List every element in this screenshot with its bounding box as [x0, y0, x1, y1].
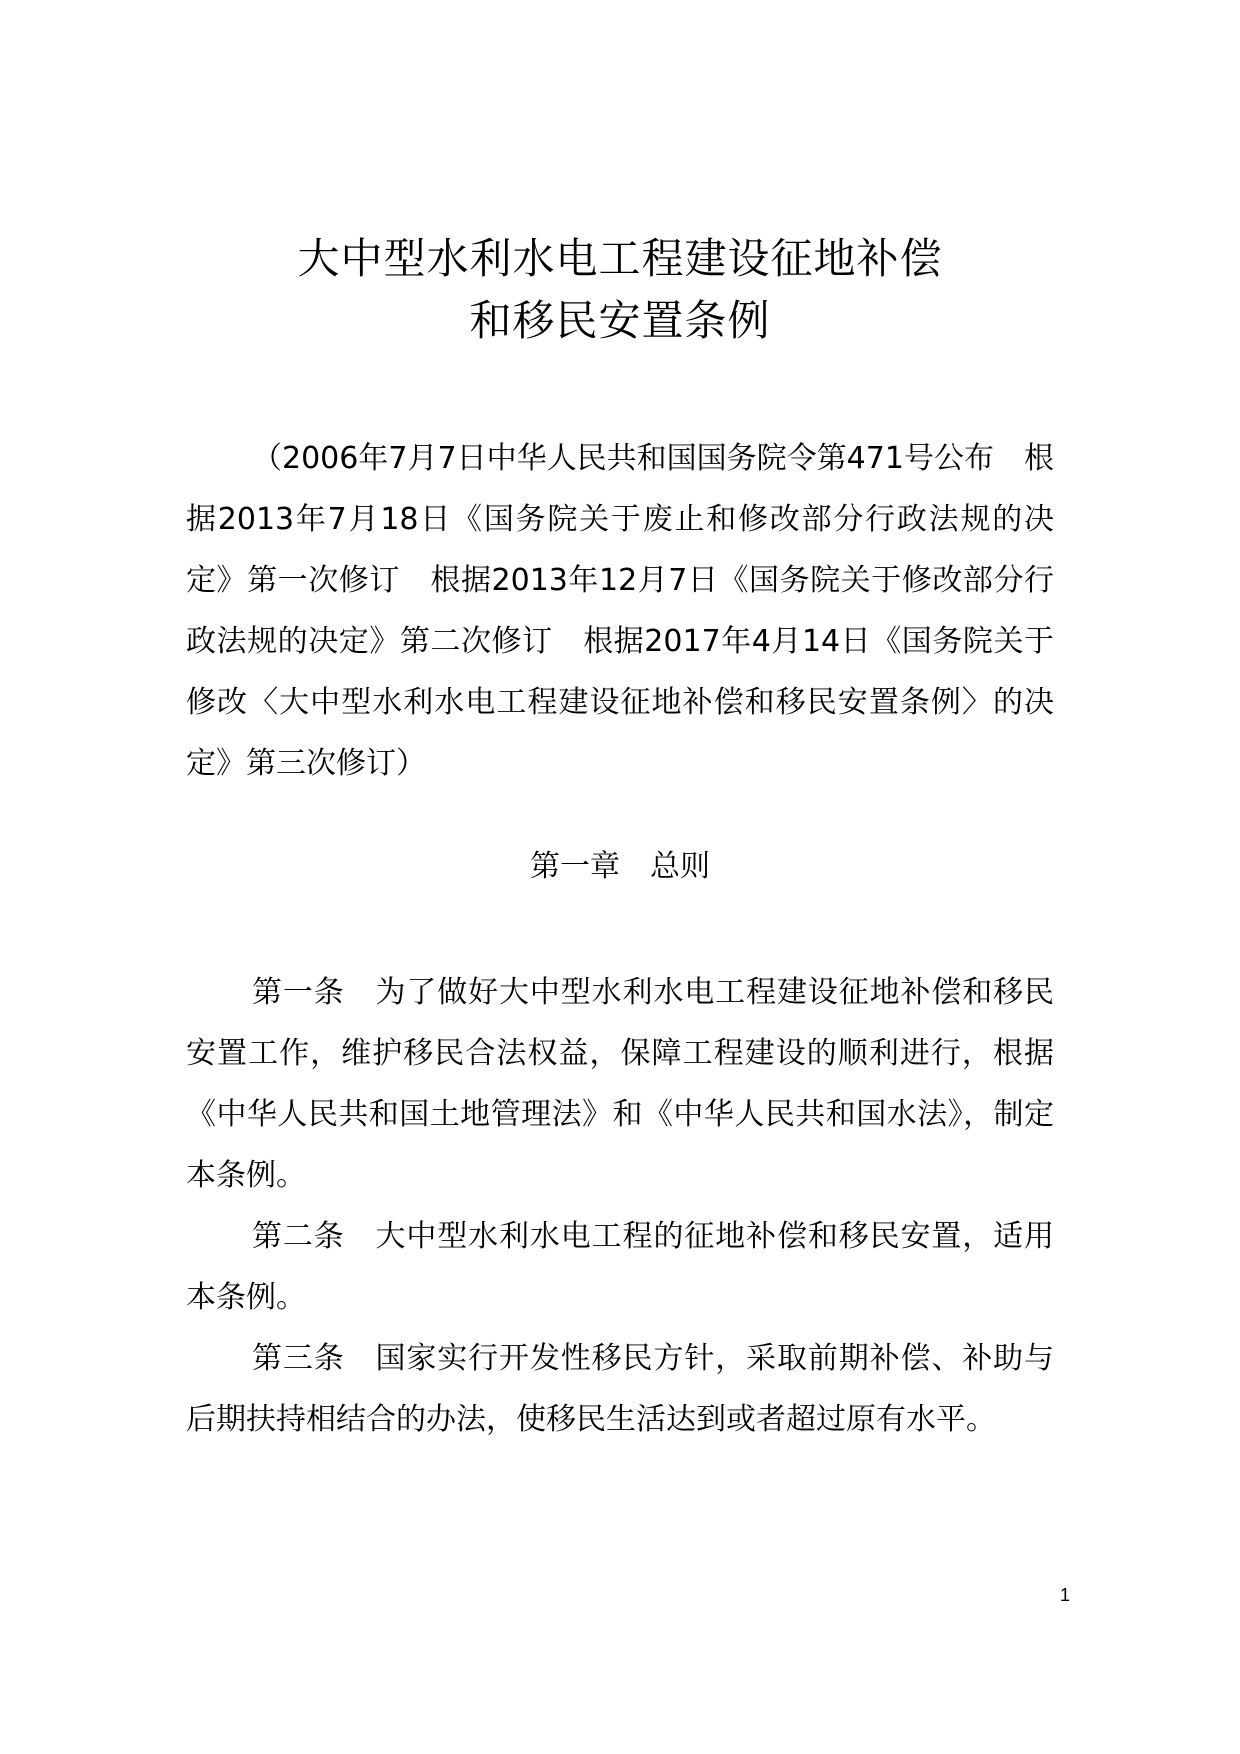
title-line-2: 和移民安置条例	[469, 296, 771, 345]
article-list	[186, 962, 1054, 1450]
promulgation-note: （2006年7月7日中华人民共和国国务院令第471号公布 根据2013年7月18日《国务院关于废止和修改部分行政法规的决定》第一次修订 根据2013年12月7日《国务院关于修改部分行政法规的决定》第二次修订 根据2017年4月14日《国务院关于修改〈大中型水利水电工程建设征地补偿和移民安置条例〉的决定》第三次修订）	[186, 441, 1054, 781]
chapter-heading: 第一章 总则	[530, 849, 710, 884]
article-2: 第二条 大中型水利水电工程的征地补偿和移民安置，适用本条例。	[186, 1219, 1054, 1315]
article-3: 第三条 国家实行开发性移民方针，采取前期补偿、补助与后期扶持相结合的办法，使移民生活达到或者超过原有水平。	[186, 1341, 1054, 1437]
article-1: 第一条 为了做好大中型水利水电工程建设征地补偿和移民安置工作，维护移民合法权益，保障工程建设的顺利进行，根据《中华人民共和国土地管理法》和《中华人民共和国水法》，制定本条例。	[186, 975, 1054, 1193]
title-line-1: 大中型水利水电工程建设征地补偿	[297, 234, 943, 283]
document-title	[186, 228, 1054, 352]
page-number: 1	[1059, 1585, 1070, 1605]
